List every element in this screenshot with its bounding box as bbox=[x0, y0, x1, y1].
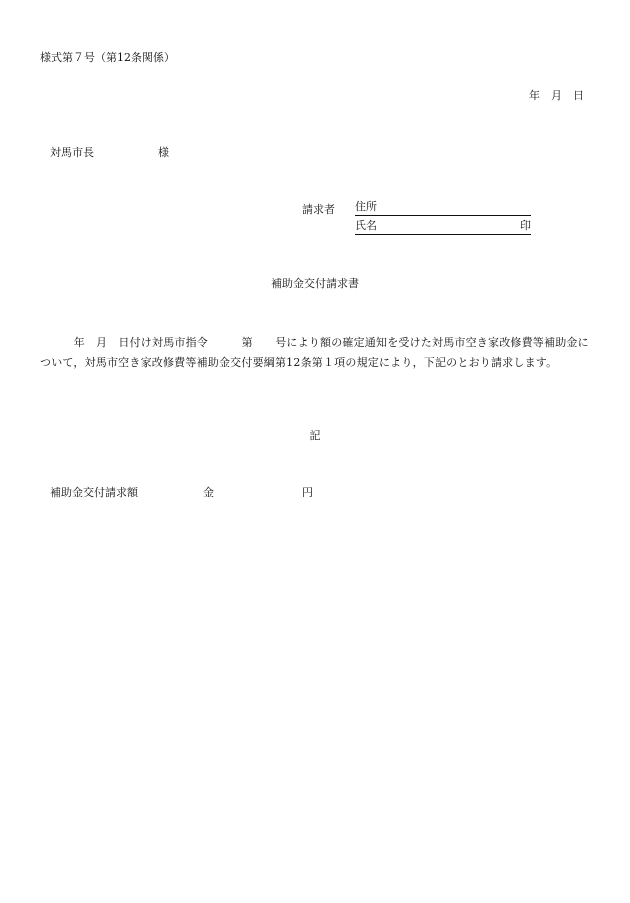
body-line-2: ついて，対馬市空き家改修費等補助金交付要綱第12条第１項の規定により，下記のとおり請求します。 bbox=[40, 356, 558, 369]
address-label: 住所 bbox=[355, 200, 377, 213]
ki-heading: 記 bbox=[309, 429, 321, 442]
amount-label: 補助金交付請求額 bbox=[50, 486, 138, 499]
body-paragraph bbox=[40, 333, 592, 373]
amount-yen: 円 bbox=[302, 486, 313, 499]
amount-kin: 金 bbox=[203, 486, 214, 499]
form-number: 様式第７号（第12条関係） bbox=[40, 51, 175, 64]
name-field bbox=[355, 220, 531, 235]
body-line-1: 年 月 日付け対馬市指令 第 号により額の確定通知を受けた対馬市空き家改修費等補助金に bbox=[40, 336, 589, 349]
name-label: 氏名 bbox=[355, 219, 377, 232]
document-title: 補助金交付請求書 bbox=[271, 277, 359, 290]
addressee-name: 対馬市長 bbox=[50, 146, 94, 159]
address-field bbox=[355, 201, 531, 216]
seal-mark: 印 bbox=[520, 219, 531, 232]
date-line: 年 月 日 bbox=[529, 89, 584, 102]
addressee-honorific: 様 bbox=[158, 146, 169, 159]
requester-label: 請求者 bbox=[302, 203, 335, 216]
addressee bbox=[50, 147, 169, 158]
